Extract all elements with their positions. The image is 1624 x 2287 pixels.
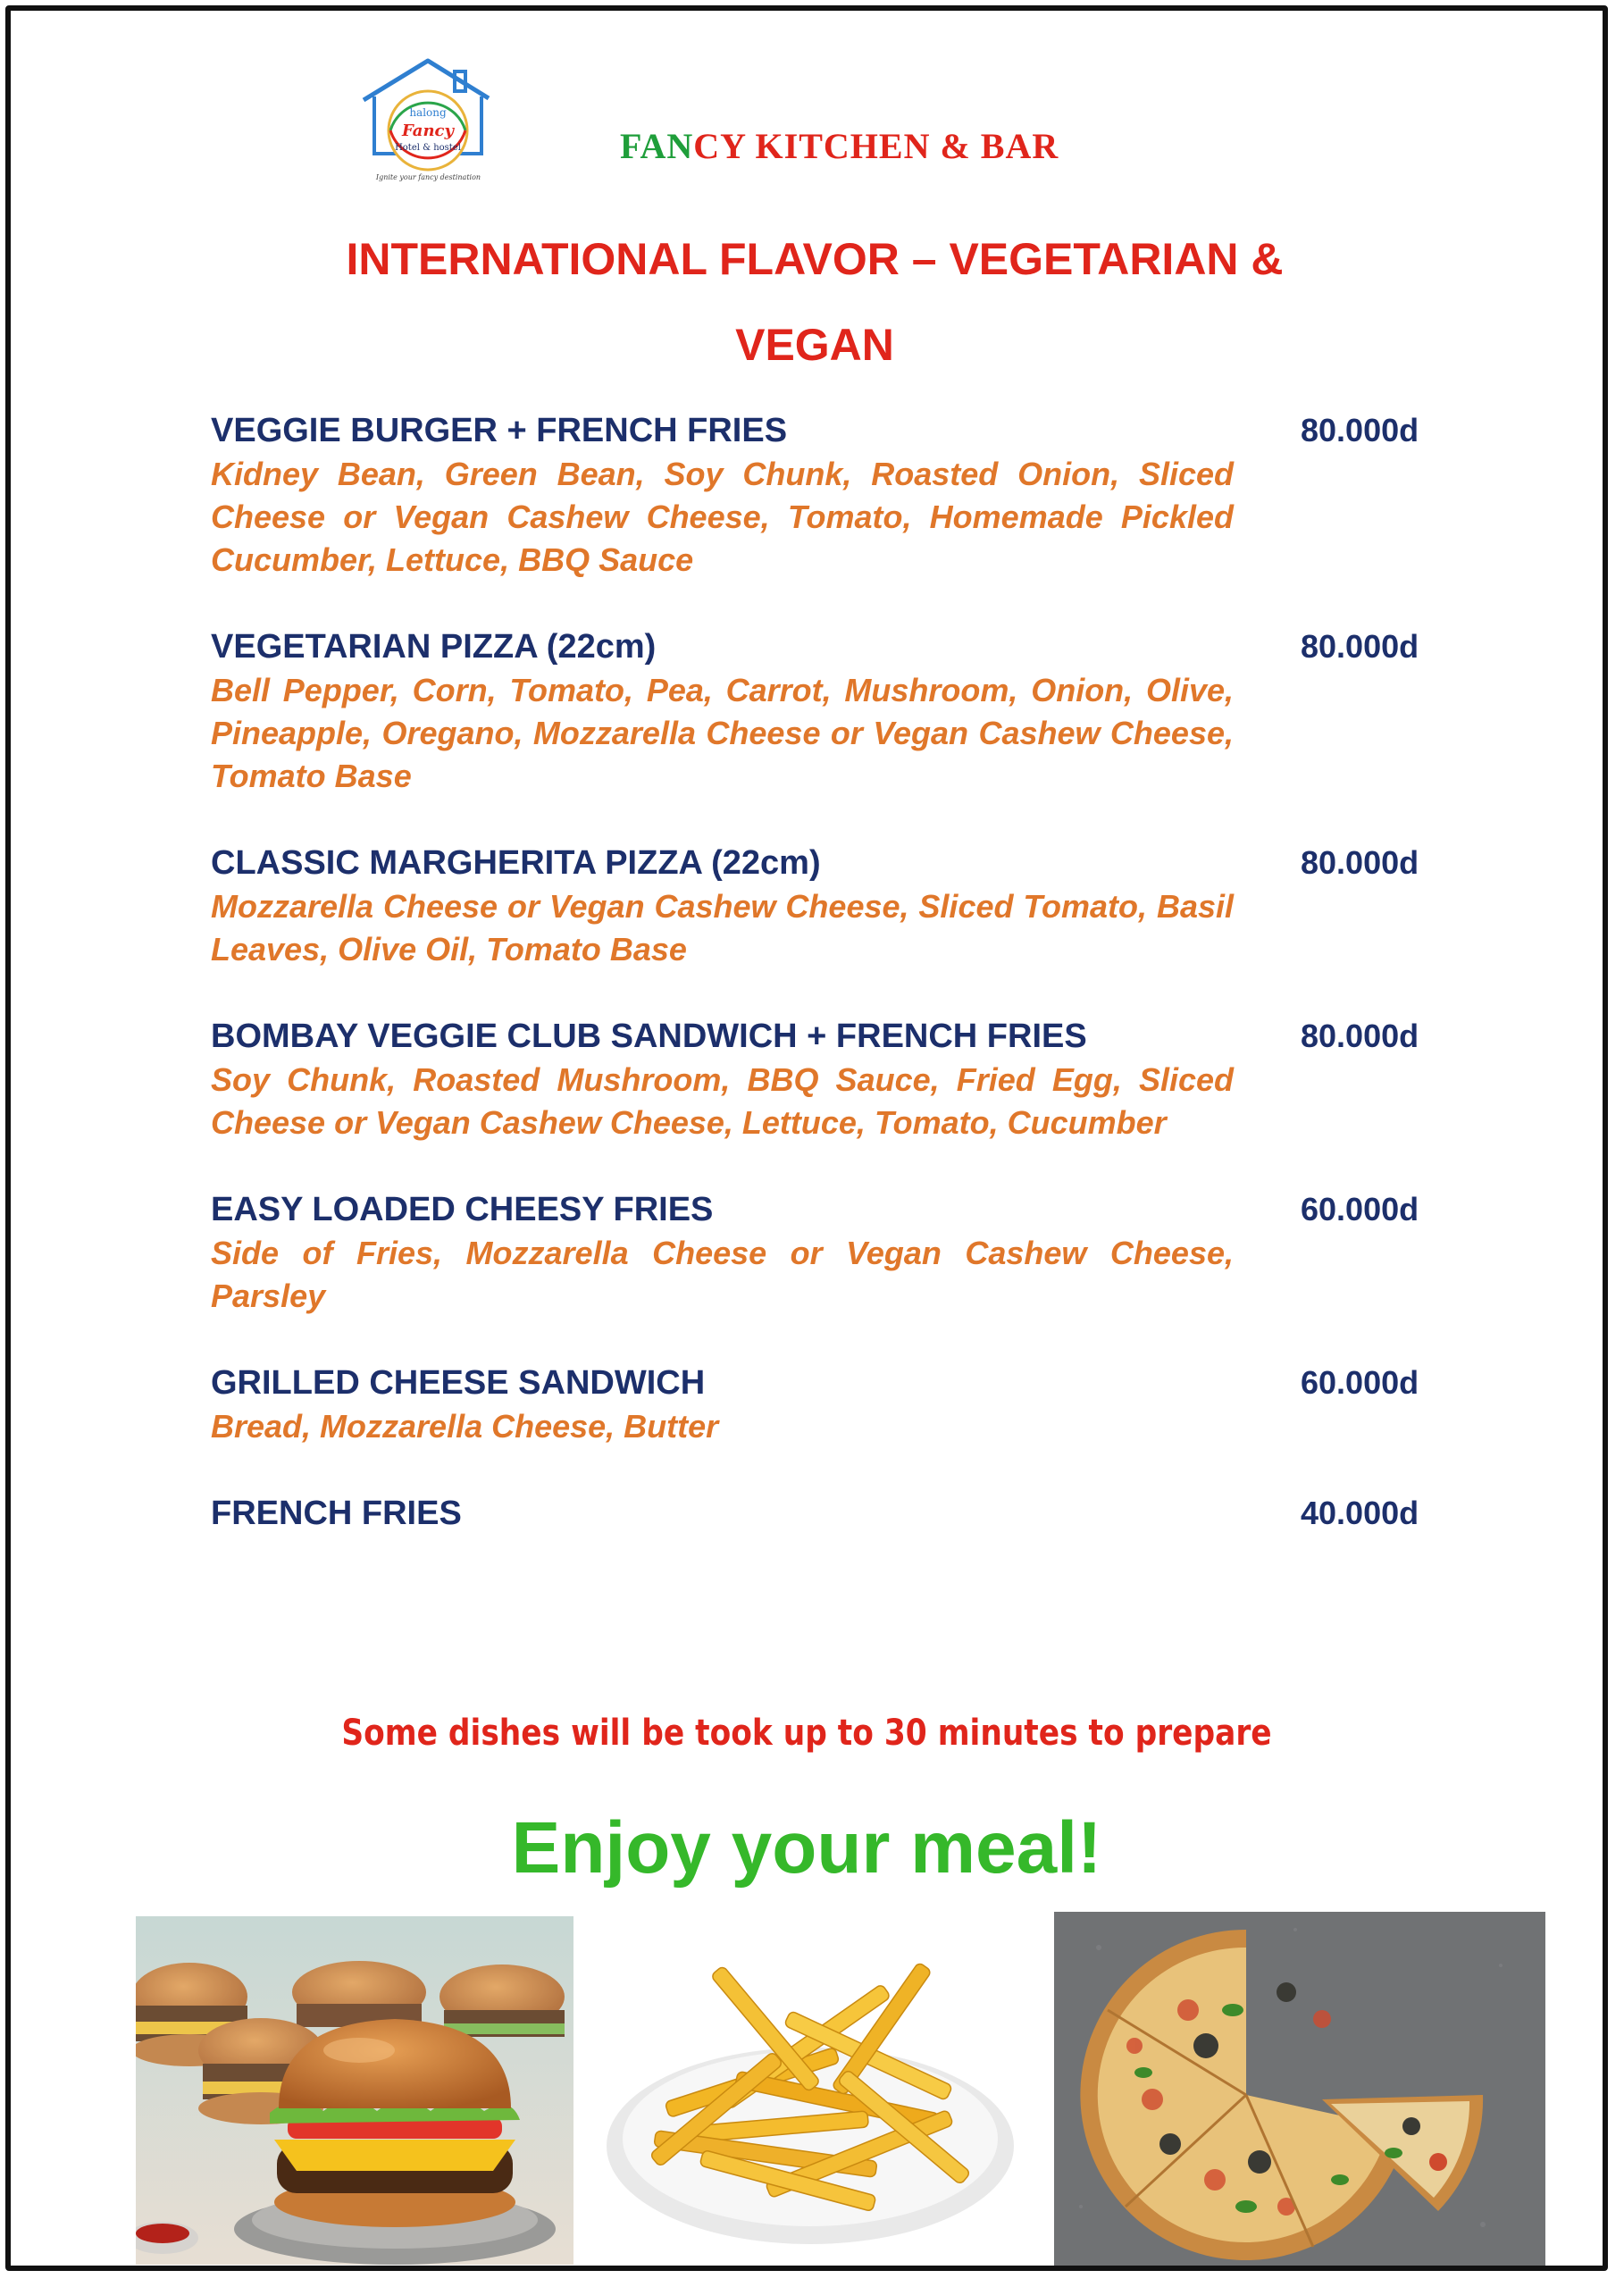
menu-item-name: VEGGIE BURGER + FRENCH FRIES bbox=[211, 412, 788, 449]
menu-item bbox=[211, 1187, 1444, 1318]
section-title-line1: INTERNATIONAL FLAVOR – VEGETARIAN & bbox=[346, 234, 1284, 284]
logo-sub-word: Hotel & hostel bbox=[395, 143, 461, 153]
logo-brand-word: Fancy bbox=[402, 121, 454, 140]
menu-item-name: GRILLED CHEESE SANDWICH bbox=[211, 1364, 706, 1402]
menu-item-description: Side of Fries, Mozzarella Cheese or Vegan Cashew Cheese, Parsley bbox=[211, 1235, 1234, 1314]
preparation-note: Some dishes will be took up to 30 minutes to prepare bbox=[341, 1713, 1272, 1754]
menu-item-description: Soy Chunk, Roasted Mushroom, BBQ Sauce, Fried Egg, Sliced Cheese or Vegan Cashew Cheese, Lettuce, Tomato, Cucumber bbox=[211, 1061, 1234, 1141]
menu-item bbox=[211, 1361, 1444, 1448]
section-title-line2: VEGAN bbox=[735, 320, 894, 370]
menu-item-description: Bell Pepper, Corn, Tomato, Pea, Carrot, Mushroom, Onion, Olive, Pineapple, Oregano, Mozzarella Cheese or Vegan Cashew Cheese, Tomato Base bbox=[211, 672, 1234, 794]
menu-item-price: 80.000d bbox=[1301, 844, 1419, 881]
logo-top-word: halong bbox=[409, 106, 447, 119]
menu-item bbox=[211, 408, 1444, 582]
fries-icon bbox=[600, 1940, 1020, 2271]
enjoy-message: Enjoy your meal! bbox=[511, 1807, 1102, 1889]
menu-item bbox=[211, 1491, 1444, 1536]
menu-list bbox=[211, 408, 1444, 1579]
menu-item-name: BOMBAY VEGGIE CLUB SANDWICH + FRENCH FRIES bbox=[211, 1018, 1087, 1055]
burgers-photo bbox=[136, 1916, 573, 2265]
menu-item-name: CLASSIC MARGHERITA PIZZA (22cm) bbox=[211, 844, 821, 882]
menu-item-description: Bread, Mozzarella Cheese, Butter bbox=[211, 1408, 719, 1445]
menu-item-price: 80.000d bbox=[1301, 412, 1419, 448]
menu-item-name: EASY LOADED CHEESY FRIES bbox=[211, 1191, 714, 1228]
logo-tagline: Ignite your fancy destination bbox=[375, 173, 481, 181]
menu-item-price: 80.000d bbox=[1301, 628, 1419, 665]
house-logo-icon bbox=[355, 55, 502, 173]
section-title bbox=[189, 216, 1440, 388]
menu-item-name: FRENCH FRIES bbox=[211, 1495, 462, 1532]
menu-item-price: 60.000d bbox=[1301, 1364, 1419, 1401]
menu-item-price: 60.000d bbox=[1301, 1191, 1419, 1227]
menu-item-price: 80.000d bbox=[1301, 1018, 1419, 1054]
menu-item-description: Mozzarella Cheese or Vegan Cashew Cheese, Sliced Tomato, Basil Leaves, Olive Oil, Tomato Base bbox=[211, 888, 1234, 968]
menu-page bbox=[5, 5, 1608, 2271]
menu-item-description: Kidney Bean, Green Bean, Soy Chunk, Roasted Onion, Sliced Cheese or Vegan Cashew Cheese, Tomato, Homemade Pickled Cucumber, Lettuce, BBQ Sauce bbox=[211, 456, 1234, 578]
menu-item-name: VEGETARIAN PIZZA (22cm) bbox=[211, 628, 657, 666]
hotel-logo bbox=[355, 55, 502, 189]
menu-item-price: 40.000d bbox=[1301, 1495, 1419, 1531]
french-fries-photo bbox=[600, 1940, 1020, 2271]
burger-icon bbox=[136, 1916, 573, 2265]
pizza-icon bbox=[1054, 1912, 1545, 2269]
pizza-photo bbox=[1054, 1912, 1545, 2269]
menu-item bbox=[211, 841, 1444, 971]
menu-item bbox=[211, 624, 1444, 798]
restaurant-name bbox=[620, 125, 1059, 167]
restaurant-name-part1: FAN bbox=[620, 126, 694, 166]
restaurant-name-part2: CY KITCHEN & BAR bbox=[693, 126, 1059, 166]
menu-item bbox=[211, 1014, 1444, 1144]
